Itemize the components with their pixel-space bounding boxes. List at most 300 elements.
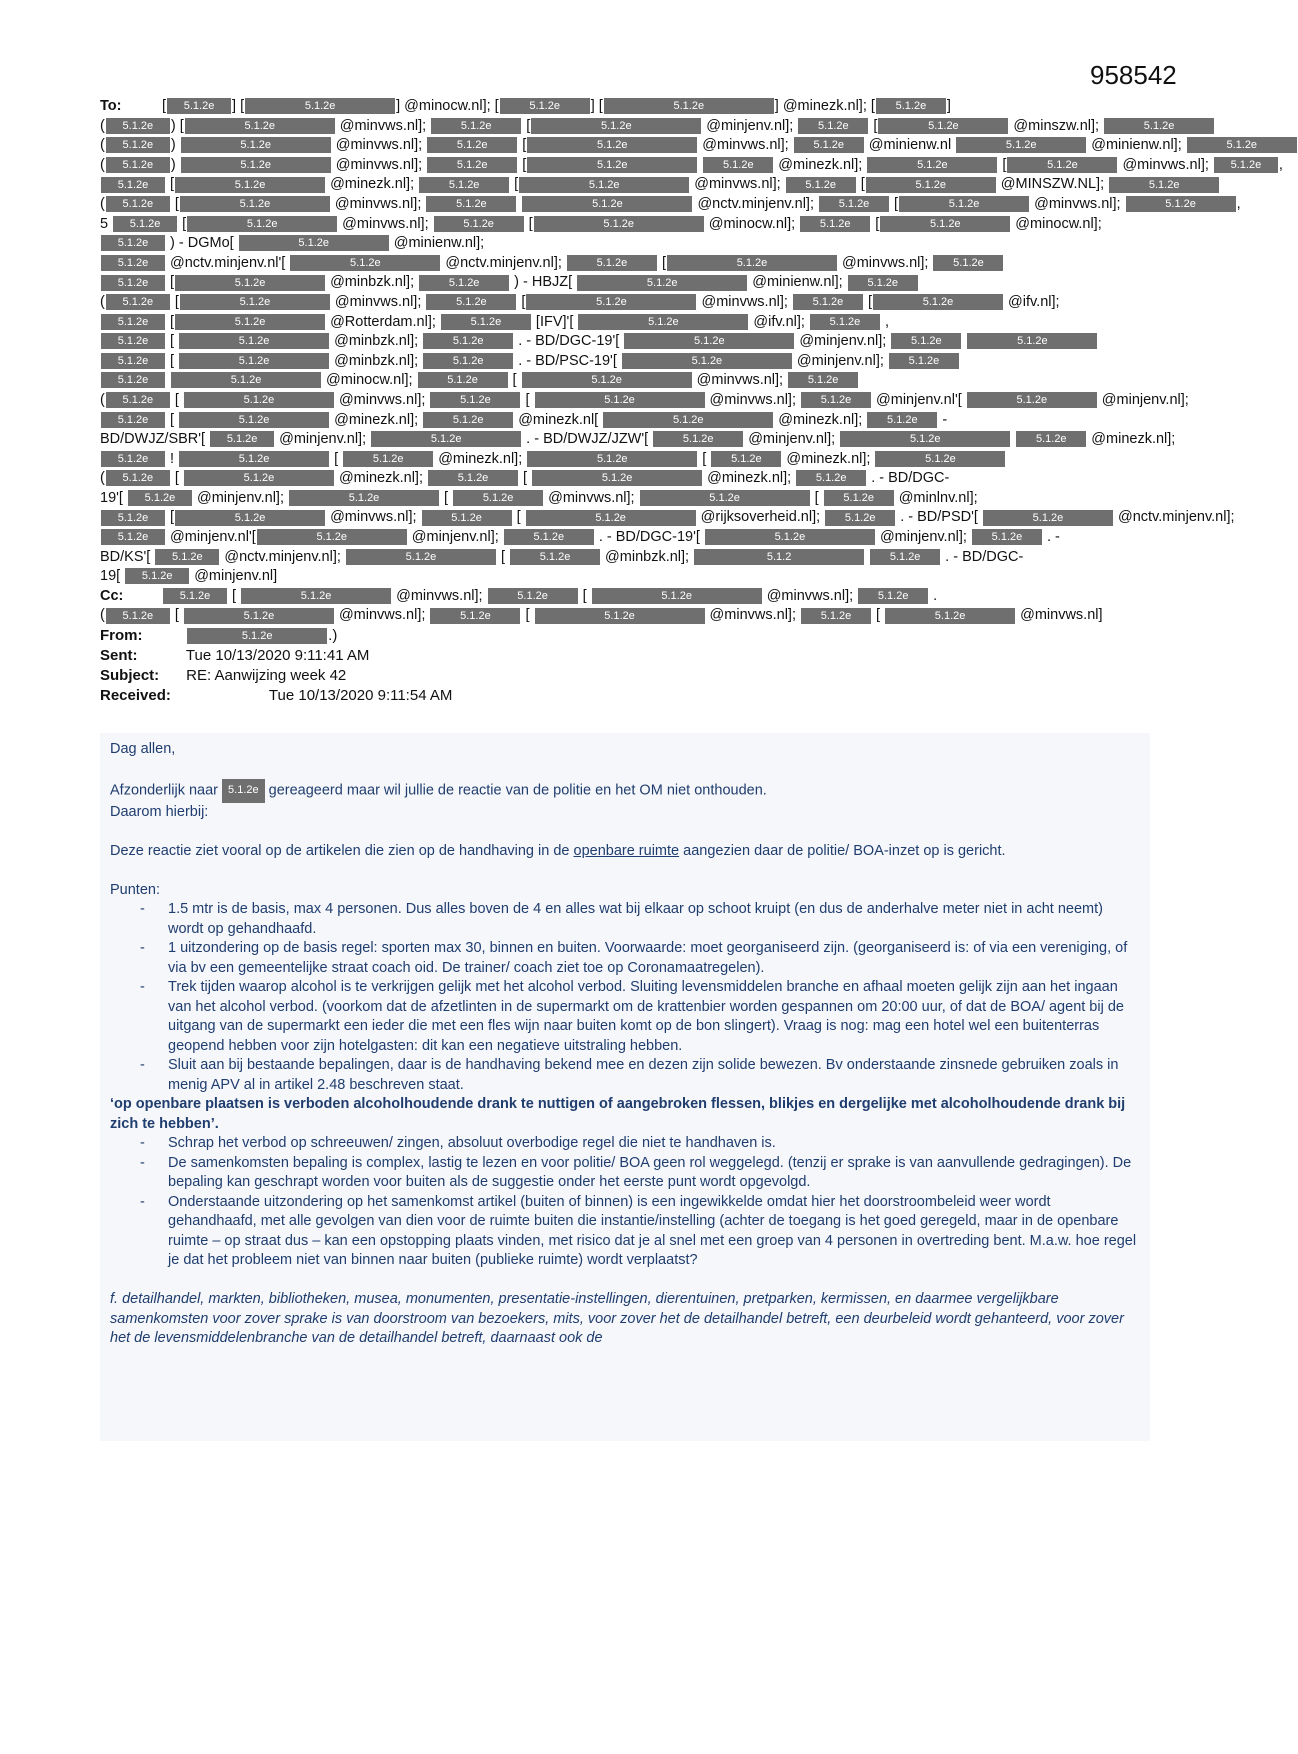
recipient-text: @MINSZW.NL]; — [996, 176, 1109, 193]
redaction-box: 5.1.2e — [427, 137, 517, 153]
recipient-text: @minjenv.nl'[ — [166, 529, 256, 546]
sent-label: Sent: — [100, 647, 138, 665]
recipient-text: , — [1278, 156, 1283, 173]
redaction-box: 5.1.2e — [101, 235, 165, 251]
list-item-text: Onderstaande uitzondering op het samenkomst artikel (buiten of binnen) is een ingewikkelde omdat hier het doorstroombeleid weer wordt gehandhaafd, met alle gevolgen van dien voor de ruimte buiten die instantie/instelling (achter de toegang is het goed geregeld, maar in de openbare ruimte – op straat dus – kan een opstopping plaats vinden, met risico dat je al snel met een groep van 4 personen in overtreding bent. M.a.w. hoe regel je dat het probleem niet van binnen naar buiten (publieke ruimte) wordt verplaatst? — [168, 1193, 1137, 1268]
redaction-box: 5.1.2e — [819, 196, 889, 212]
redaction-box: 5.1.2e — [426, 294, 516, 310]
recipient-text: @minezk.nl]; — [782, 450, 875, 467]
redaction-box: 5.1.2e — [101, 177, 165, 193]
redaction-box: 5.1.2e — [184, 470, 334, 486]
recipient-text: @minvws.nl]; — [338, 215, 433, 232]
redaction-box: 5.1.2e — [427, 157, 517, 173]
redaction-box: 5.1.2e — [179, 333, 329, 349]
recipient-text: . — [929, 587, 938, 604]
redaction-box: 5.1.2e — [175, 275, 325, 291]
list-item-text: Trek tijden waarop alcohol is te verkrijgen gelijk met het alcohol verbod. Sluiting levensmiddelen branche en afhaal moeten gelijk zijn aan het ingaan van het alcohol verbod. (voorkom dat de afzetlinten in de supermarkt om de krattenbier worden gespannen om 20:00 uur, of dat de BOA/ agent bij de uitgang van de supermarkt een ieder die met een fles wijn naar buiten komt op de bon slingert). Vraag is nog: mag een hotel wel een buitenterras geopend hebben voor zijn hotelgasten: dit kan een negatieve uitstraling hebben. — [168, 979, 1124, 1054]
recipient-text: ( — [100, 391, 105, 408]
recipient-text: @nctv.minjenv.nl]; — [441, 254, 566, 271]
recipient-text: @minvws.nl]; — [334, 607, 430, 624]
recipient-text: @minvws.nl]; — [690, 176, 785, 193]
list-item-text: 1 uitzondering op de basis regel: sporten max 30, binnen en buiten. Voorwaarde: moet georganiseerd zijn. (georganiseerd is: of via een vereniging, of via bv een gemeentelijke straat coach oid. De trainer/ coach ziet toe op Coronamaatregelen). — [168, 940, 1128, 976]
recipient-text: @minbzk.nl]; — [601, 548, 694, 565]
redaction-box: 5.1.2e — [500, 98, 590, 114]
to-line — [100, 117, 1175, 137]
redaction-box: 5.1.2e — [527, 451, 697, 467]
redaction-box: 5.1.2e — [430, 608, 520, 624]
redaction-box: 5.1.2e — [933, 255, 1003, 271]
redaction-box: 5.1.2e — [825, 510, 895, 526]
redaction-box: 5.1.2e — [531, 118, 701, 134]
from-row — [100, 626, 1140, 646]
to-line — [100, 508, 1235, 528]
redaction-box: 5.1.2e — [106, 196, 170, 212]
recipient-text: . - BD/PSD'[ — [896, 509, 982, 526]
redaction-box: 5.1.2e — [106, 294, 170, 310]
to-line — [100, 215, 1140, 235]
received-row — [100, 686, 1140, 706]
redaction-box: 5.1.2e — [956, 137, 1086, 153]
recipient-text: [ — [512, 509, 525, 526]
redaction-box: 5.1.2e — [526, 510, 696, 526]
recipient-text: @minezk.nl]; — [434, 450, 527, 467]
recipient-text: @minezk.nl]; — [1087, 431, 1176, 448]
cc-line — [100, 587, 1140, 607]
recipient-text: @nctv.minjenv.nl'[ — [166, 254, 290, 271]
recipient-text: ! — [166, 450, 179, 467]
redaction-box: 5.1.2e — [858, 588, 928, 604]
list-item-text: Sluit aan bij bestaande bepalingen, daar is de handhaving bekend mee en dezen zijn solide bewezen. Bv onderstaande zinsnede gebruiken zoals in menig APV al in artikel 2.48 beschreven staat. — [168, 1057, 1119, 1093]
points-list-b — [110, 1134, 1140, 1271]
redaction-box: 5.1.2e — [289, 490, 439, 506]
redaction-box: 5.1.2e — [967, 333, 1097, 349]
redaction-box: 5.1.2e — [113, 216, 177, 232]
recipient-text: @minienw.nl — [864, 137, 956, 154]
sent-value: Tue 10/13/2020 9:11:41 AM — [185, 647, 370, 665]
recipient-text: @rijksoverheid.nl]; — [696, 509, 825, 526]
recipient-text: @nctv.minjenv.nl]; — [1113, 509, 1235, 526]
recipient-text: @minocw.nl]; — [1011, 215, 1102, 232]
redaction-box: 5.1.2e — [434, 216, 524, 232]
recipient-text: ( — [100, 293, 105, 310]
redaction-box: 5.1.2e — [125, 568, 189, 584]
recipient-text: . - BD/DGC- — [867, 470, 950, 487]
redaction-box: 5.1.2e — [534, 216, 704, 232]
to-line — [100, 352, 1140, 372]
intro-redaction: 5.1.2e — [222, 779, 265, 803]
recipient-text: @minvws.nl]; — [331, 156, 427, 173]
redaction-box: 5.1.2e — [428, 470, 518, 486]
redaction-box: 5.1.2e — [128, 490, 192, 506]
recipient-text: 19[ — [100, 568, 125, 585]
recipient-text: [ — [521, 391, 534, 408]
recipient-text: @Rotterdam.nl]; — [326, 313, 440, 330]
recipient-text: . - BD/DGC- — [941, 548, 1024, 565]
recipient-text: [ — [166, 333, 179, 350]
recipient-text: @minvws.nl]; — [1118, 156, 1213, 173]
recipient-text: @minvws.nl]; — [544, 489, 639, 506]
intro-paragraph — [110, 779, 1140, 822]
redaction-box: 5.1.2e — [181, 137, 331, 153]
recipient-text: [ — [162, 98, 167, 114]
recipient-text: [ — [440, 489, 453, 506]
redaction-box: 5.1.2e — [167, 98, 231, 114]
redaction-box: 5.1.2e — [1214, 157, 1278, 173]
to-line — [100, 567, 1140, 587]
from-suffix: .) — [328, 627, 338, 645]
recipient-text: @minjenv.nl]; — [792, 352, 888, 369]
recipient-text — [166, 372, 170, 388]
to-line — [100, 450, 1140, 470]
cc-recipients — [100, 587, 1140, 626]
redaction-box: 5.1.2e — [535, 392, 705, 408]
recipient-text: [ — [170, 391, 183, 408]
redaction-box: 5.1.2e — [532, 470, 702, 486]
redaction-box: 5.1.2e — [504, 529, 594, 545]
recipient-text: [ — [166, 411, 179, 428]
redaction-box: 5.1.2e — [885, 608, 1015, 624]
to-recipients — [100, 97, 1283, 587]
received-value: Tue 10/13/2020 9:11:54 AM — [268, 687, 453, 705]
redaction-box: 5.1.2e — [624, 333, 794, 349]
redaction-box: 5.1.2e — [527, 137, 697, 153]
recipient-text: @minbzk.nl]; — [330, 352, 423, 369]
redaction-box: 5.1.2e — [419, 177, 509, 193]
redaction-box: 5.1.2e — [101, 451, 165, 467]
recipient-text: ] [ — [232, 98, 245, 114]
recipient-text: [ — [863, 293, 872, 310]
redaction-box: 5.1.2e — [786, 177, 856, 193]
intro-line2: Daarom hierbij: — [110, 803, 209, 820]
to-line — [100, 136, 1258, 156]
redaction-box: 5.1.2e — [180, 294, 330, 310]
redaction-box: 5.1.2e — [867, 157, 997, 173]
recipient-text: @minjenv.nl]; — [702, 117, 798, 134]
redaction-box: 5.1.2 — [694, 549, 864, 565]
message-body — [110, 740, 1140, 1368]
recipient-text: @minvws.nl]; — [692, 372, 788, 389]
redaction-box: 5.1.2e — [526, 294, 696, 310]
recipient-text: [ — [872, 607, 885, 624]
recipient-text: [ — [578, 587, 591, 604]
redaction-box: 5.1.2e — [889, 353, 959, 369]
recipient-text: [ — [871, 215, 880, 232]
redaction-box: 5.1.2e — [891, 333, 961, 349]
recipient-text: @minjenv.nl]; — [744, 431, 840, 448]
redaction-box: 5.1.2e — [239, 235, 389, 251]
to-line — [100, 234, 1140, 254]
recipient-text: - — [938, 411, 948, 428]
recipient-text: ( — [100, 137, 105, 154]
recipient-text: @minvws.nl]; — [705, 391, 800, 408]
redaction-box: 5.1.2e — [101, 353, 165, 369]
list-item: - Sluit aan bij bestaande bepalingen, daar is de handhaving bekend mee en dezen zijn solide bewezen. Bv onderstaande zinsnede gebruiken zoals in menig APV al in artikel 2.48 beschreven staat. — [140, 1057, 1119, 1093]
redaction-box: 5.1.2e — [431, 118, 521, 134]
recipient-text: [ — [657, 254, 666, 271]
redaction-box: 5.1.2e — [1126, 196, 1236, 212]
redaction-box: 5.1.2e — [106, 470, 170, 486]
redaction-box: 5.1.2e — [106, 137, 170, 153]
recipient-text — [1011, 431, 1015, 447]
greeting: Dag allen, — [110, 741, 176, 757]
to-line — [100, 528, 1140, 548]
to-line — [100, 489, 1140, 509]
redaction-box: 5.1.2e — [1104, 118, 1214, 134]
redaction-box: 5.1.2e — [703, 157, 773, 173]
list-item: - Schrap het verbod op schreeuwen/ zingen, absoluut overbodige regel die niet te handhaven is. — [140, 1135, 776, 1151]
intro-after: gereageerd maar wil jullie de reactie van de politie en het OM niet onthouden. — [268, 782, 767, 799]
redaction-box: 5.1.2e — [848, 275, 918, 291]
redaction-box: 5.1.2e — [101, 412, 165, 428]
recipient-text: @minvws.nl]; — [331, 137, 427, 154]
redaction-box: 5.1.2e — [179, 353, 329, 369]
recipient-text: [ — [869, 117, 878, 134]
recipient-text: [ — [856, 176, 865, 193]
redaction-box: 5.1.2e — [788, 372, 858, 388]
recipient-text: @minvws.nl]; — [1030, 195, 1125, 212]
to-line — [100, 430, 1176, 450]
recipient-text — [865, 549, 869, 565]
redaction-box: 5.1.2e — [899, 196, 1029, 212]
recipient-text — [962, 333, 966, 349]
recipient-text: @minjenv.nl]; — [1097, 391, 1189, 408]
apv-quote: ‘op openbare plaatsen is verboden alcoholhoudende drank te nuttigen of aangebroken flessen, blikjes en dergelijke met alcoholhoudende drank bij zich te hebben’. — [110, 1096, 1126, 1132]
recipient-text: 5 — [100, 215, 113, 232]
recipient-text: @ifv.nl]; — [1004, 293, 1060, 310]
from-redaction: 5.1.2e — [187, 628, 327, 644]
recipient-text: [ — [166, 509, 175, 526]
sent-row — [100, 646, 1140, 666]
recipient-text: BD/DWJZ/SBR'[ — [100, 431, 210, 448]
recipient-text: [ — [524, 215, 533, 232]
to-line — [100, 175, 1180, 195]
from-label: From: — [100, 627, 143, 645]
redaction-box: 5.1.2e — [422, 510, 512, 526]
to-line — [100, 156, 1283, 176]
to-line — [100, 332, 1140, 352]
recipient-text: [ — [890, 195, 899, 212]
redaction-box: 5.1.2e — [290, 255, 440, 271]
focus-before: Deze reactie ziet vooral op de artikelen die zien op de handhaving in de — [110, 842, 570, 859]
list-item: - 1.5 mtr is de basis, max 4 personen. Dus alles boven de 4 en alles wat bij elkaar op schoot kruipt (en dus de anderhalve meter niet in acht neemt) wordt op gehandhaafd. — [140, 901, 1103, 937]
redaction-box: 5.1.2e — [179, 451, 329, 467]
subject-row — [100, 666, 1140, 686]
redaction-box: 5.1.2e — [185, 118, 335, 134]
recipient-text: @minienw.nl]; — [1087, 137, 1186, 154]
to-line — [100, 195, 1241, 215]
redaction-box: 5.1.2e — [241, 588, 391, 604]
recipient-text: [ — [166, 313, 175, 330]
recipient-text: . - BD/PSC-19'[ — [514, 352, 621, 369]
redaction-box: 5.1.2e — [983, 510, 1113, 526]
redaction-box: 5.1.2e — [106, 118, 170, 134]
recipient-text: @minezk.nl]; — [774, 156, 867, 173]
redaction-box: 5.1.2e — [101, 510, 165, 526]
redaction-box: 5.1.2e — [426, 196, 516, 212]
redaction-box: 5.1.2e — [794, 137, 864, 153]
recipient-text: [ — [508, 372, 521, 389]
recipient-text: [ — [170, 470, 183, 487]
to-line — [100, 371, 1140, 391]
recipient-label: To: — [100, 98, 122, 114]
to-line — [100, 313, 1140, 333]
redaction-box: 5.1.2e — [418, 372, 508, 388]
redaction-box: 5.1.2e — [1016, 431, 1086, 447]
redaction-box: 5.1.2e — [101, 529, 165, 545]
redaction-box: 5.1.2e — [187, 216, 337, 232]
recipient-text: [ — [170, 195, 179, 212]
focus-after: aangezien daar de politie/ BOA-inzet op is gericht. — [683, 842, 1006, 859]
redaction-box: 5.1.2e — [155, 549, 219, 565]
redaction-box: 5.1.2e — [101, 333, 165, 349]
to-line — [100, 293, 1140, 313]
redaction-box: 5.1.2e — [519, 177, 689, 193]
recipient-text: , — [880, 313, 890, 330]
recipient-text: @minezk.nl[ — [514, 411, 603, 428]
recipient-text: @minvws.nl]; — [334, 391, 430, 408]
redaction-box: 5.1.2e — [346, 549, 496, 565]
redaction-box: 5.1.2e — [245, 98, 395, 114]
recipient-text: 19'[ — [100, 489, 127, 506]
recipient-text: @minbzk.nl]; — [326, 274, 419, 291]
recipient-text: . - BD/DWJZ/JZW'[ — [522, 431, 653, 448]
redaction-box: 5.1.2e — [873, 294, 1003, 310]
recipient-text: @minvws.nl]; — [762, 587, 858, 604]
redaction-box: 5.1.2e — [180, 196, 330, 212]
list-item: - 1 uitzondering op de basis regel: sporten max 30, binnen en buiten. Voorwaarde: moet georganiseerd zijn. (georganiseerd is: of via een vereniging, of via bv een gemeentelijke straat coach oid. De trainer/ coach ziet toe op Coronamaatregelen). — [140, 940, 1128, 976]
recipient-text: ) - DGMo[ — [166, 235, 238, 252]
recipient-text: ) — [170, 156, 180, 173]
openbare-ruimte-text: openbare ruimte — [573, 842, 680, 859]
recipient-text: [ — [228, 587, 241, 604]
cc-line — [100, 606, 1140, 626]
redaction-box: 5.1.2e — [604, 98, 774, 114]
redaction-box: 5.1.2e — [870, 549, 940, 565]
redaction-box: 5.1.2e — [101, 275, 165, 291]
redaction-box: 5.1.2e — [567, 255, 657, 271]
redaction-box: 5.1.2e — [1187, 137, 1297, 153]
recipient-text: @minvws.nl]; — [698, 137, 793, 154]
recipient-text: @minjenv.nl'[ — [872, 391, 966, 408]
recipient-text: [ — [518, 137, 527, 154]
recipient-text: @minezk.nl]; — [703, 470, 796, 487]
redaction-box: 5.1.2e — [163, 588, 227, 604]
redaction-box: 5.1.2e — [371, 431, 521, 447]
to-line — [100, 254, 1140, 274]
redaction-box: 5.1.2e — [522, 372, 692, 388]
recipient-text: @minvws.nl]; — [392, 587, 487, 604]
recipient-text: ) — [170, 137, 180, 154]
recipient-text: . - BD/DGC-19'[ — [514, 333, 624, 350]
recipient-text: ( — [100, 156, 105, 173]
to-line — [100, 391, 1189, 411]
recipient-text: , — [1236, 195, 1241, 212]
redaction-box: 5.1.2e — [522, 196, 692, 212]
recipient-text: [ — [521, 607, 534, 624]
list-item-text: Schrap het verbod op schreeuwen/ zingen, absoluut overbodige regel die niet te handhaven is. — [168, 1135, 776, 1151]
redaction-box: 5.1.2e — [423, 353, 513, 369]
redaction-box: 5.1.2e — [622, 353, 792, 369]
redaction-box: 5.1.2e — [878, 118, 1008, 134]
redaction-box: 5.1.2e — [711, 451, 781, 467]
redaction-box: 5.1.2e — [181, 157, 331, 173]
redaction-box: 5.1.2e — [419, 275, 509, 291]
redaction-box: 5.1.2e — [510, 549, 600, 565]
recipient-text: @minienw.nl]; — [748, 274, 847, 291]
redaction-box: 5.1.2e — [441, 314, 531, 330]
recipient-text: @minvws.nl] — [1016, 607, 1103, 624]
redaction-box: 5.1.2e — [106, 608, 170, 624]
recipient-text: [IFV]'[ — [531, 313, 578, 330]
redaction-box: 5.1.2e — [527, 157, 697, 173]
recipient-text — [698, 157, 702, 173]
redaction-box: 5.1.2e — [453, 490, 543, 506]
redaction-box: 5.1.2e — [592, 588, 762, 604]
recipient-text — [517, 196, 521, 212]
redaction-box: 5.1.2e — [184, 608, 334, 624]
recipient-text: @minocw.nl]; — [322, 372, 417, 389]
to-line — [100, 548, 1140, 568]
redaction-box: 5.1.2e — [667, 255, 837, 271]
redaction-box: 5.1.2e — [210, 431, 274, 447]
redaction-box: 5.1.2e — [106, 392, 170, 408]
recipient-text: ( — [100, 607, 105, 624]
recipient-text: @minocw.nl]; — [704, 215, 800, 232]
redaction-box: 5.1.2e — [824, 490, 894, 506]
recipient-text: ] @minezk.nl]; [ — [774, 98, 875, 114]
redaction-box: 5.1.2e — [796, 470, 866, 486]
redaction-box: 5.1.2e — [840, 431, 1010, 447]
focus-paragraph — [110, 842, 1140, 862]
recipient-text: ( — [100, 195, 105, 212]
redaction-box: 5.1.2e — [488, 588, 578, 604]
recipient-text: . - BD/DGC-19'[ — [594, 529, 704, 546]
redaction-box: 5.1.2e — [793, 294, 863, 310]
recipient-text: @minbzk.nl]; — [330, 333, 423, 350]
redaction-box: 5.1.2e — [876, 98, 946, 114]
redaction-box: 5.1.2e — [603, 412, 773, 428]
received-label: Received: — [100, 687, 171, 705]
redaction-box: 5.1.2e — [257, 529, 407, 545]
redaction-box: 5.1.2e — [653, 431, 743, 447]
recipient-text: @nctv.minjenv.nl]; — [693, 195, 819, 212]
recipient-text: @minezk.nl]; — [326, 176, 419, 193]
italic-paragraph: f. detailhandel, markten, bibliotheken, musea, monumenten, presentatie-instellingen, dierentuinen, pretparken, kermissen, en daarmee vergelijkbare samenkomsten voor zover sprake is van doorstroom van bezoekers, mits, voor zover het de detailhandel betreft, een deurbeleid wordt gehanteerd, voor zover het de levensmiddelenbranche van de detailhandel betreft, daarnaast ook de — [110, 1291, 1124, 1346]
redaction-box: 5.1.2e — [343, 451, 433, 467]
points-list-a — [110, 900, 1140, 1095]
redaction-box: 5.1.2e — [810, 314, 880, 330]
redaction-box: 5.1.2e — [171, 372, 321, 388]
redaction-box: 5.1.2e — [972, 529, 1042, 545]
recipient-text: [ — [518, 156, 527, 173]
recipient-text: [ — [517, 293, 526, 310]
recipient-text: @minezk.nl]; — [330, 411, 423, 428]
redaction-box: 5.1.2e — [798, 118, 868, 134]
recipient-text: @minjenv.nl]; — [192, 489, 289, 506]
redaction-box: 5.1.2e — [175, 314, 325, 330]
recipient-text: [ — [166, 274, 175, 291]
recipient-text: [ — [166, 352, 179, 369]
redaction-box: 5.1.2e — [800, 216, 870, 232]
recipient-text: @minezk.nl]; — [774, 411, 867, 428]
document-number: 958542 — [1090, 60, 1177, 90]
recipient-text: ) - HBJZ[ — [510, 274, 577, 291]
to-line — [100, 97, 1140, 117]
list-item: - Trek tijden waarop alcohol is te verkrijgen gelijk met het alcohol verbod. Sluiting levensmiddelen branche en afhaal moeten gelijk zijn aan het ingaan van het alcohol verbod. (voorkom dat de afzetlinten in de supermarkt om de krattenbier worden gespannen om 20:00 uur, of dat de BOA/ agent bij de uitgang van de supermarkt een ieder die met een fles wijn naar buiten komt op de bon slingert). Vraag is nog: mag een hotel wel een buitenterras geopend hebben voor zijn hotelgasten: dit kan een negatieve uitstraling hebben. — [140, 979, 1124, 1054]
recipient-text: ] — [946, 98, 951, 114]
redaction-box: 5.1.2e — [705, 529, 875, 545]
recipient-text: [ — [166, 176, 175, 193]
